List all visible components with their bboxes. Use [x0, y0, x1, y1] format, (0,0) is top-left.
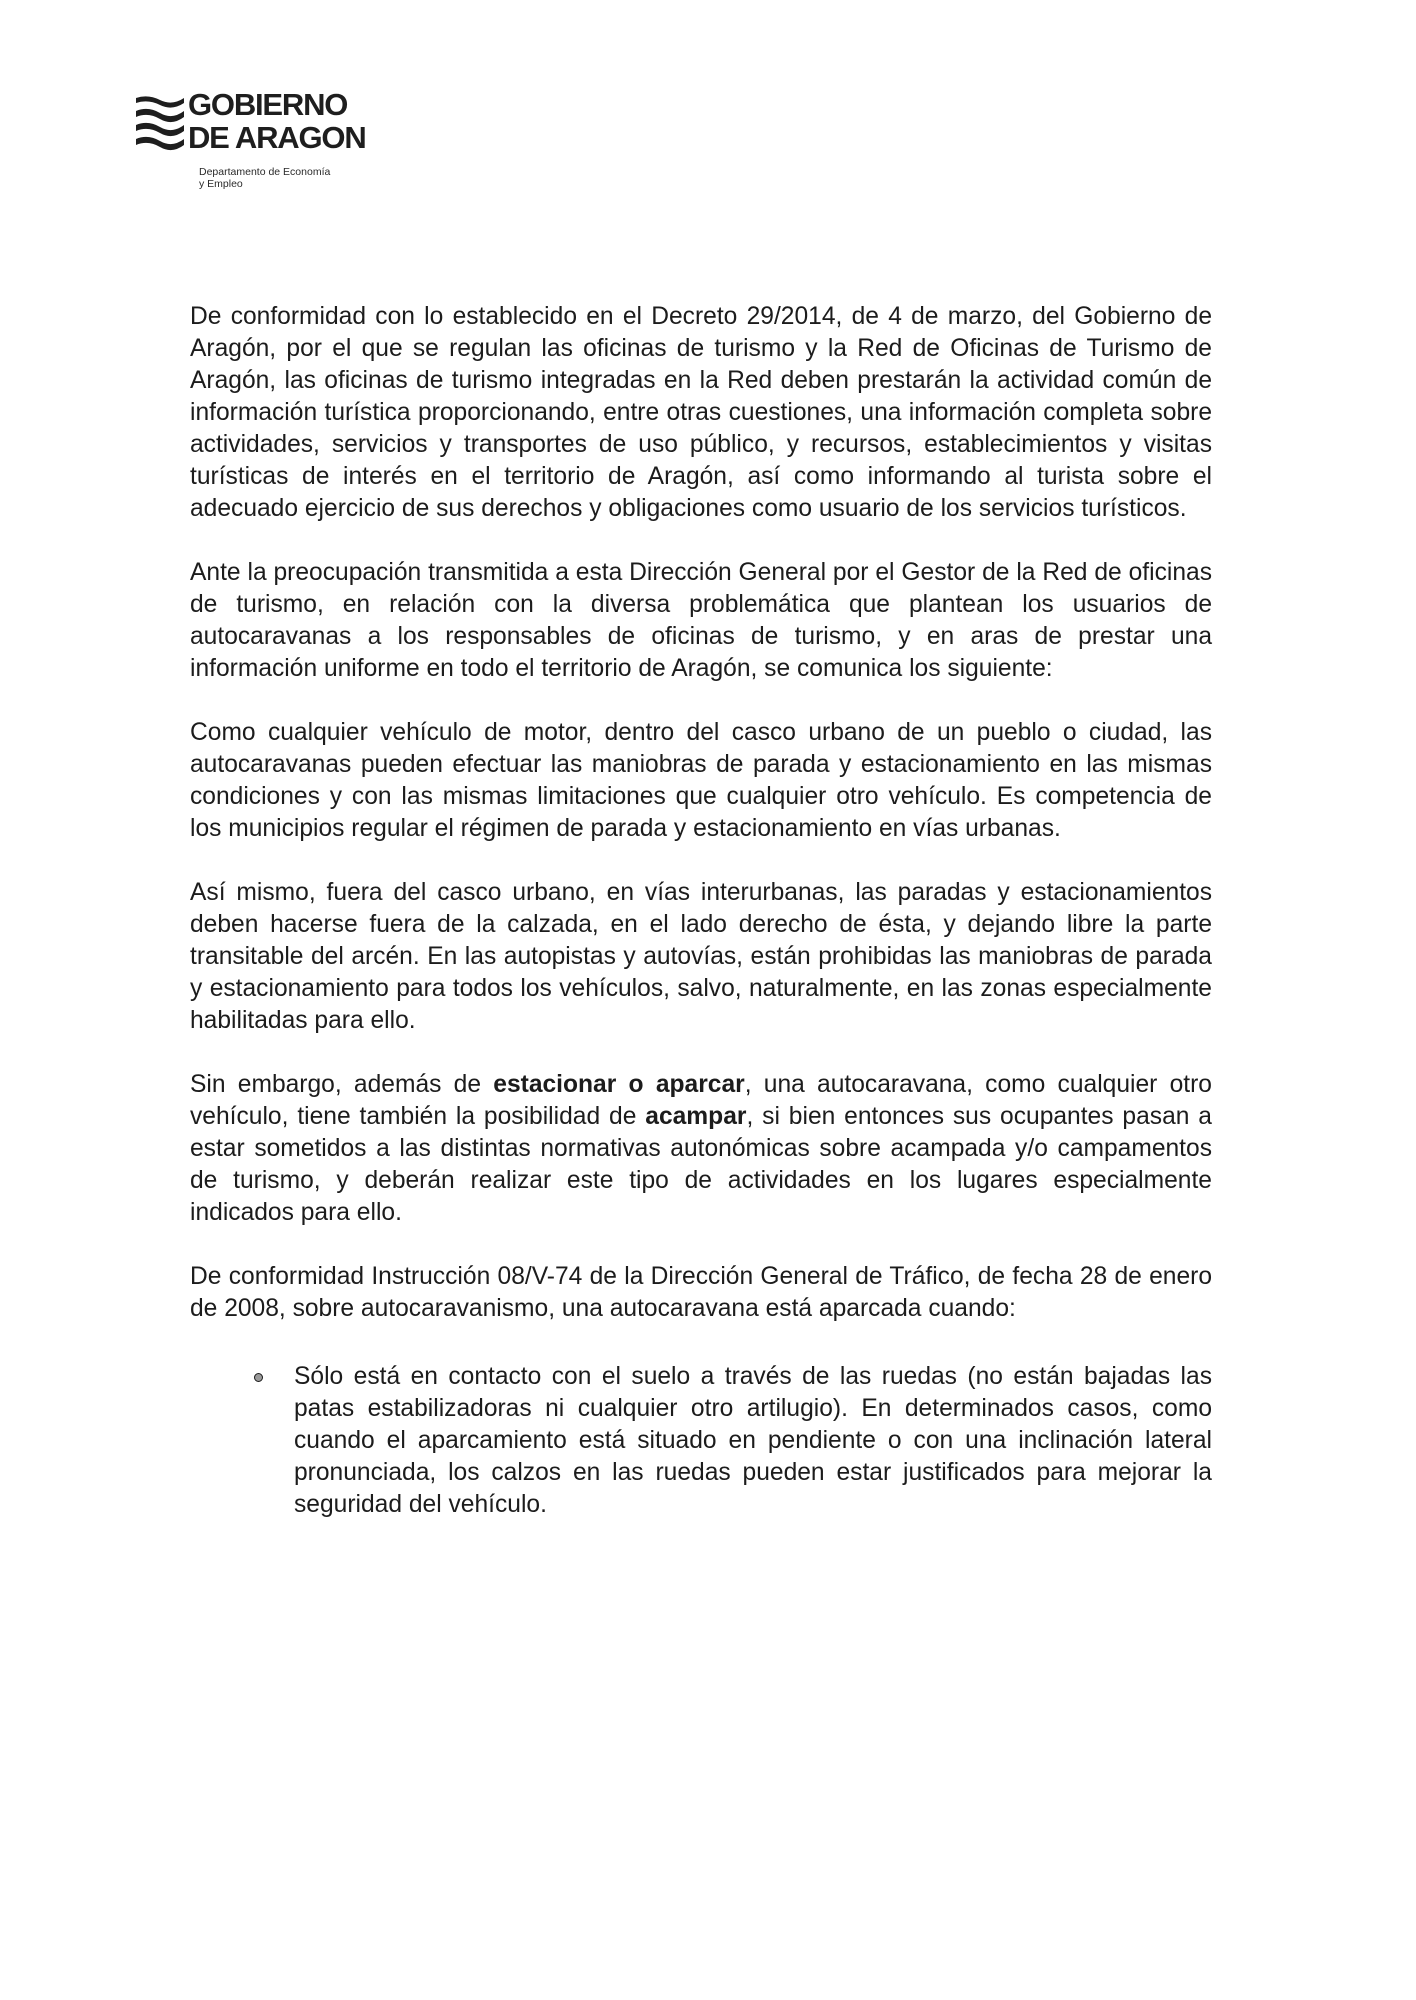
logo-name-line2: DE ARAGON — [188, 120, 366, 155]
paragraph-urban-parking: Como cualquier vehículo de motor, dentro del casco urbano de un pueblo o ciudad, las autocaravanas pueden efectuar las maniobras de parada y estacionamiento en las mismas condiciones y con las mismas limitaciones que cualquier otro vehículo. Es competencia de los municipios regular el régimen de parada y estacionamiento en vías urbanas. — [190, 719, 1212, 842]
logo-department-line2: y Empleo — [199, 178, 243, 190]
paragraph-camping-part3: , si bien entonces sus ocupantes pasan a estar sometidos a las distintas normativas autonómicas sobre acampada y/o campamentos de turismo, y deberán realizar este tipo de actividades en los lugares especialmente indicados para ello. — [190, 1103, 1212, 1226]
paragraph-interurban-parking: Así mismo, fuera del casco urbano, en vías interurbanas, las paradas y estacionamientos deben hacerse fuera de la calzada, en el lado derecho de ésta, y dejando libre la parte transitable del arcén. En las autopistas y autovías, están prohibidas las maniobras de parada y estacionamiento para todos los vehículos, salvo, naturalmente, en las zonas especialmente habilitadas para ello. — [190, 879, 1212, 1034]
paragraph-concern: Ante la preocupación transmitida a esta Dirección General por el Gestor de la Red de oficinas de turismo, en relación con la diversa problemática que plantean los usuarios de autocaravanas a los responsables de oficinas de turismo, y en aras de prestar una información uniforme en todo el territorio de Aragón, se comunica los siguiente: — [190, 559, 1212, 682]
paragraph-camping — [190, 1069, 1212, 1229]
document-body — [190, 301, 1212, 1521]
logo-department-line1: Departamento de Economía — [199, 166, 331, 178]
bullet-list — [190, 1361, 1212, 1521]
paragraph-instruction: De conformidad Instrucción 08/V-74 de la Dirección General de Tráfico, de fecha 28 de enero de 2008, sobre autocaravanismo, una autocaravana está aparcada cuando: — [190, 1263, 1212, 1322]
list-item — [190, 1361, 1212, 1521]
paragraph-camping-bold-camp: acampar — [645, 1103, 747, 1130]
gobierno-aragon-logo — [134, 88, 434, 208]
logo-name-line1: GOBIERNO — [188, 87, 348, 122]
logo-name — [188, 88, 366, 154]
paragraph-camping-bold-park: estacionar o aparcar — [493, 1071, 745, 1098]
paragraph-camping-part1: Sin embargo, además de — [190, 1071, 494, 1098]
list-item-text: Sólo está en contacto con el suelo a través de las ruedas (no están bajadas las patas estabilizadoras ni cualquier otro artilugio). En determinados casos, como cuando el aparcamiento está situado en pendiente o con una inclinación lateral pronunciada, los calzos en las ruedas pueden estar justificados para mejorar la seguridad del vehículo. — [294, 1363, 1212, 1518]
paragraph-decree: De conformidad con lo establecido en el Decreto 29/2014, de 4 de marzo, del Gobierno de Aragón, por el que se regulan las oficinas de turismo y la Red de Oficinas de Turismo de Aragón, las oficinas de turismo integradas en la Red deben prestarán la actividad común de información turística proporcionando, entre otras cuestiones, una información completa sobre actividades, servicios y transportes de uso público, y recursos, establecimientos y visitas turísticas de interés en el territorio de Aragón, así como informando al turista sobre el adecuado ejercicio de sus derechos y obligaciones como usuario de los servicios turísticos. — [190, 303, 1212, 522]
aragon-government-emblem-icon — [134, 94, 186, 156]
bullet-icon — [254, 1373, 263, 1382]
paragraph-camping-part2: , una autocaravana, como cualquier otro vehículo, tiene también la posibilidad de — [190, 1071, 1212, 1130]
logo-department — [199, 166, 330, 190]
